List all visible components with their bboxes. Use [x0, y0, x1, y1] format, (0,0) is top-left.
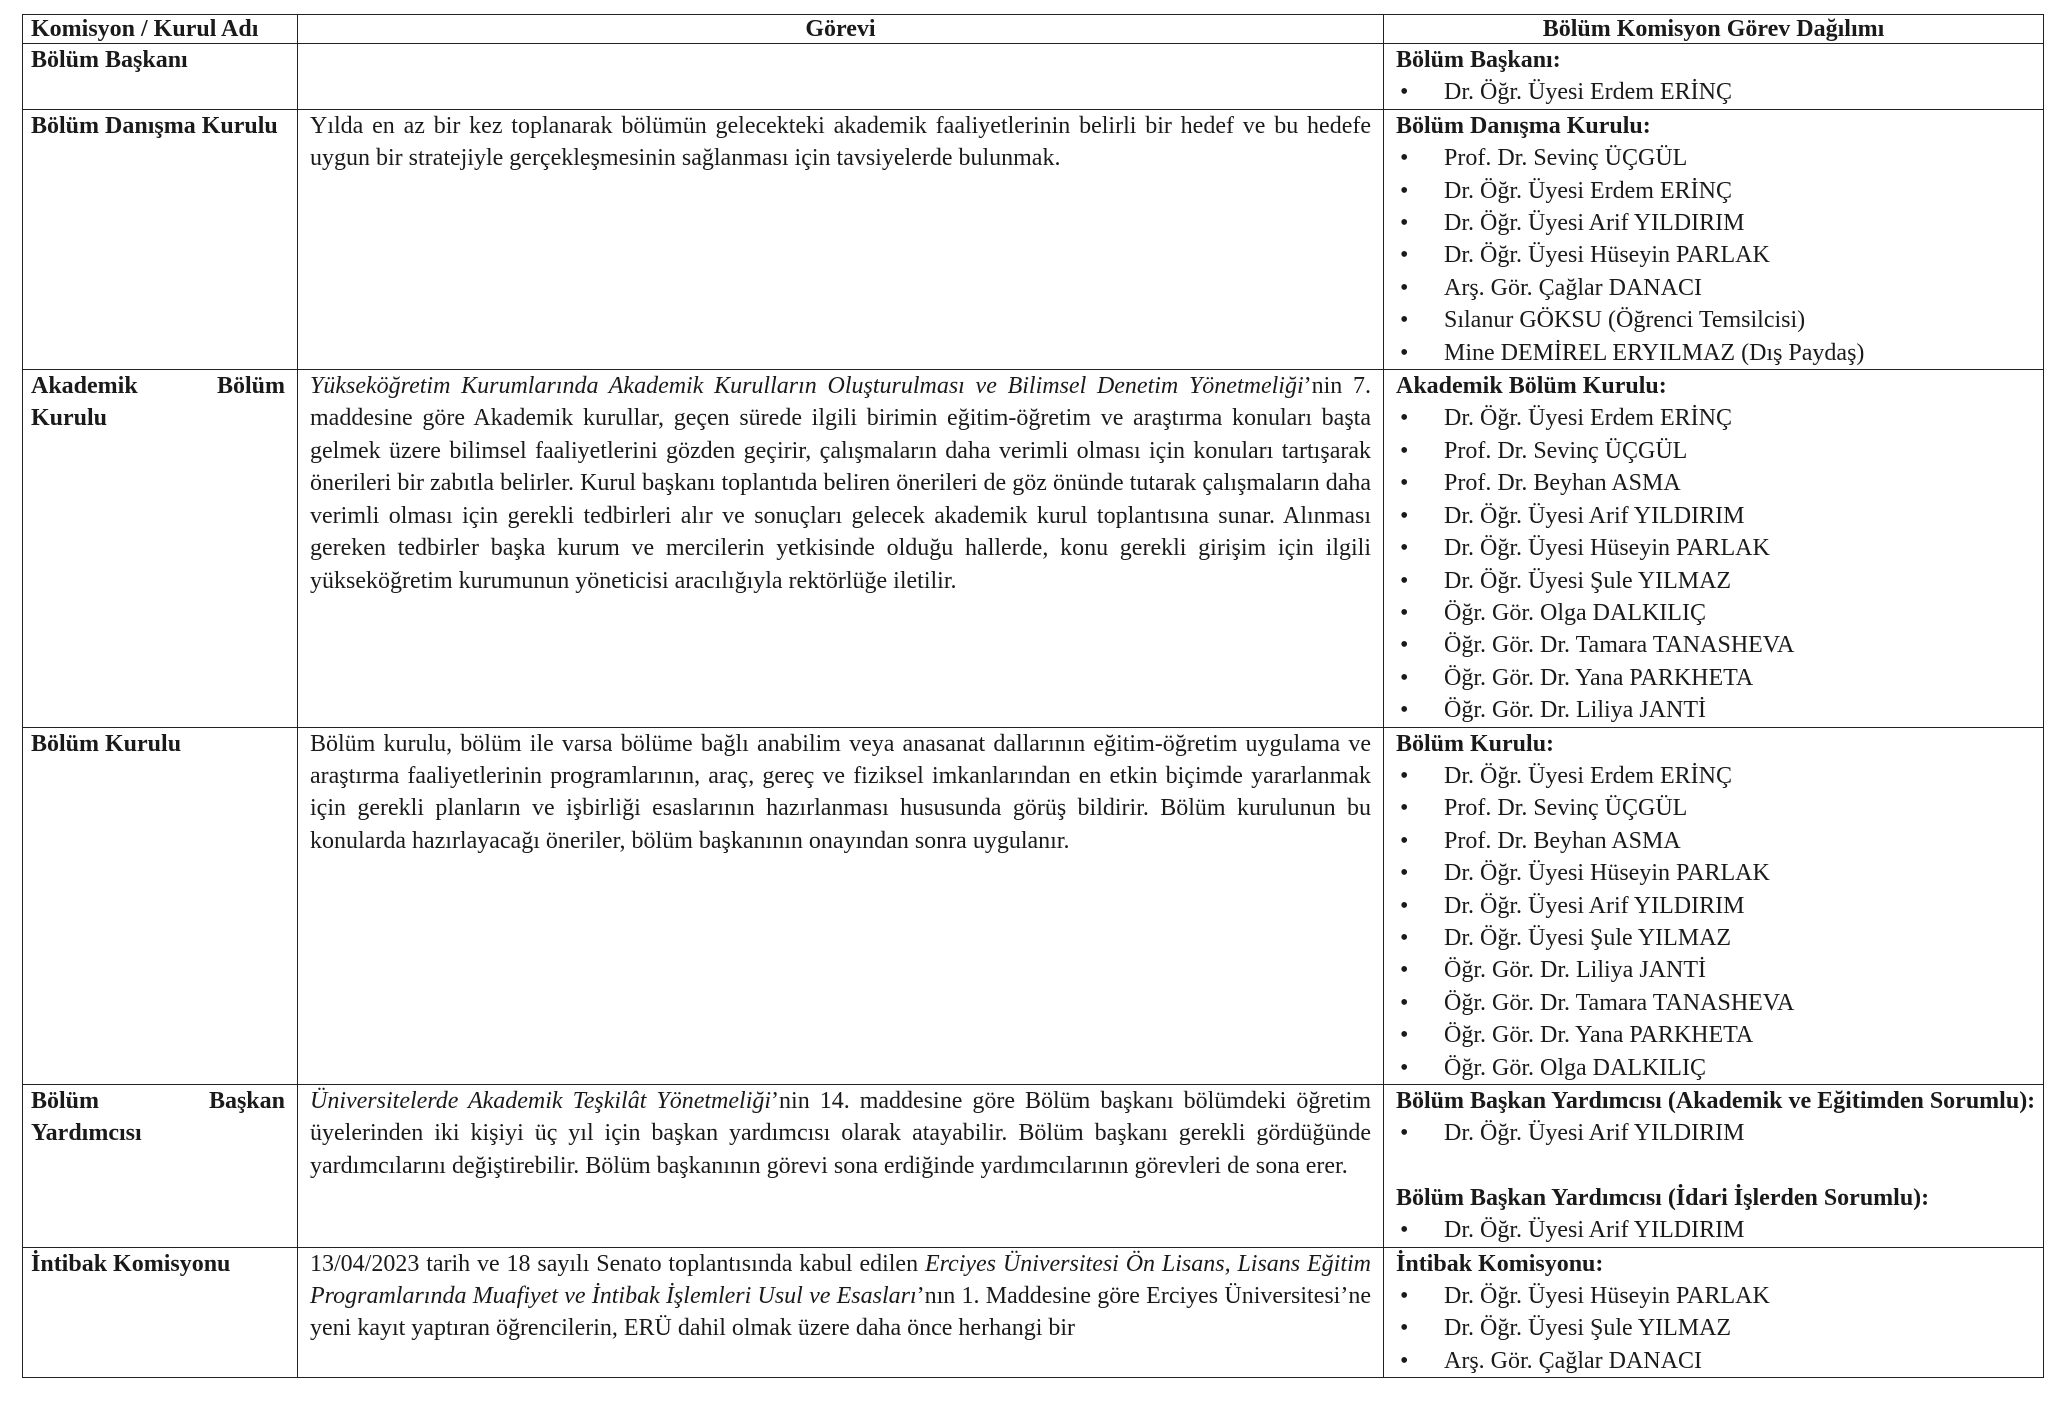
- member-item: • Dr. Öğr. Üyesi Hüseyin PARLAK: [1396, 1280, 2037, 1312]
- member-item: • Öğr. Gör. Olga DALKILIÇ: [1396, 1052, 2037, 1084]
- member-item: • Dr. Öğr. Üyesi Şule YILMAZ: [1396, 922, 2037, 954]
- members-list: [1396, 1280, 2037, 1377]
- member-item: • Prof. Dr. Sevinç ÜÇGÜL: [1396, 142, 2037, 174]
- committee-duty: [298, 1085, 1384, 1248]
- duty-text: ’nın 1. Maddesine göre Erciyes Üniversitesi’ne yeni kayıt yaptıran öğrencilerin, ERÜ dahil olmak üzere daha önce herhangi bir: [310, 1283, 1371, 1342]
- duty-text: ’nin 7. maddesine göre Akademik kurullar, geçen sürede ilgili birimin eğitim-öğretim ve araştırma konuları başta gelmek üzere bilimsel faaliyetlerini gözden geçirir, çalışmaların daha verimli olması için konuları tartışarak önerileri bir zabıtla belirler. Kurul başkanı toplantıda beliren önerileri de göz önünde tutarak çalışmaların daha verimli olması için gerekli tedbirleri alır ve sonuçları gelecek akademik kurul toplantısına sunar. Alınması gereken tedbirler başka kurum ve mercilerin yetkisinde olduğu hallerde, konu gerekli girişim için ilgili yükseköğretim kurumunun yöneticisi aracılığıyla rektörlüğe iletilir.: [310, 373, 1371, 594]
- duty-text: ’nin 14. maddesine göre Bölüm başkanı bölümdeki öğretim üyelerinden iki kişiyi üç yıl için başkan yardımcısı olarak atayabilir. Bölüm başkanı gerekli gördüğünde yardımcılarını değiştirebilir. Bölüm başkanının görevi sona erdiğinde yardımcılarının görevleri de sona erer.: [310, 1088, 1371, 1179]
- member-item: • Dr. Öğr. Üyesi Erdem ERİNÇ: [1396, 175, 2037, 207]
- member-item: • Dr. Öğr. Üyesi Arif YILDIRIM: [1396, 207, 2037, 239]
- group-spacer: [1396, 1150, 2037, 1182]
- members-list: [1396, 402, 2037, 726]
- member-item: • Dr. Öğr. Üyesi Erdem ERİNÇ: [1396, 76, 2037, 108]
- member-item: • Prof. Dr. Sevinç ÜÇGÜL: [1396, 792, 2037, 824]
- committee-duty: [298, 1247, 1384, 1378]
- member-item: • Dr. Öğr. Üyesi Şule YILMAZ: [1396, 565, 2037, 597]
- member-item: • Sılanur GÖKSU (Öğrenci Temsilcisi): [1396, 304, 2037, 336]
- header-name: Komisyon / Kurul Adı: [23, 15, 298, 44]
- header-row: [23, 15, 2044, 44]
- committee-members: [1384, 727, 2044, 1084]
- committee-duty: [298, 109, 1384, 369]
- members-group-title: Bölüm Başkan Yardımcısı (Akademik ve Eğitimden Sorumlu):: [1396, 1088, 2036, 1114]
- committee-members: [1384, 44, 2044, 110]
- committee-duty: [298, 370, 1384, 727]
- member-item: • Dr. Öğr. Üyesi Erdem ERİNÇ: [1396, 760, 2037, 792]
- table-row: [23, 727, 2044, 1084]
- member-item: • Dr. Öğr. Üyesi Arif YILDIRIM: [1396, 500, 2037, 532]
- committee-name: İntibak Komisyonu: [23, 1247, 298, 1378]
- duty-regulation-title: Üniversitelerde Akademik Teşkilât Yönetmeliği: [310, 1088, 772, 1114]
- members-group-title: Bölüm Başkanı:: [1396, 47, 1561, 73]
- member-item: • Dr. Öğr. Üyesi Erdem ERİNÇ: [1396, 402, 2037, 434]
- member-item: • Arş. Gör. Çağlar DANACI: [1396, 1345, 2037, 1377]
- duty-regulation-title: Yükseköğretim Kurumlarında Akademik Kurulların Oluşturulması ve Bilimsel Denetim Yönetmeliği: [310, 373, 1304, 400]
- member-item: • Mine DEMİREL ERYILMAZ (Dış Paydaş): [1396, 337, 2037, 369]
- committee-table: [22, 14, 2044, 1378]
- members-list: [1396, 142, 2037, 369]
- member-item: • Prof. Dr. Beyhan ASMA: [1396, 825, 2037, 857]
- member-item: • Dr. Öğr. Üyesi Hüseyin PARLAK: [1396, 532, 2037, 564]
- member-item: • Öğr. Gör. Dr. Tamara TANASHEVA: [1396, 629, 2037, 661]
- members-group-title: İntibak Komisyonu:: [1396, 1250, 1604, 1277]
- members-group-title: Bölüm Kurulu:: [1396, 730, 1555, 757]
- table-header: [23, 15, 2044, 44]
- member-item: • Dr. Öğr. Üyesi Şule YILMAZ: [1396, 1312, 2037, 1344]
- table-row: [23, 109, 2044, 369]
- committee-members: [1384, 109, 2044, 369]
- member-item: • Arş. Gör. Çağlar DANACI: [1396, 272, 2037, 304]
- member-item: • Dr. Öğr. Üyesi Arif YILDIRIM: [1396, 1117, 2037, 1149]
- committee-members: [1384, 1085, 2044, 1248]
- duty-regulation-title: Erciyes Üniversitesi Ön Lisans, Lisans Eğitim Programlarında Muafiyet ve İntibak İşlemleri Usul ve Esasları: [310, 1250, 1371, 1310]
- committee-name: Bölüm Başkanı: [23, 44, 298, 110]
- table-row: [23, 1085, 2044, 1248]
- members-list: [1396, 760, 2037, 1084]
- header-members: Bölüm Komisyon Görev Dağılımı: [1384, 15, 2044, 44]
- members-list: [1396, 1117, 2037, 1149]
- duty-text: Yılda en az bir kez toplanarak bölümün gelecekteki akademik faaliyetlerinin belirli bir hedef ve bu hedefe uygun bir stratejiyle gerçekleşmesinin sağlanması için tavsiyelerde bulunmak.: [310, 112, 1371, 172]
- member-item: • Dr. Öğr. Üyesi Arif YILDIRIM: [1396, 1214, 2037, 1246]
- members-list: [1396, 1214, 2037, 1246]
- table-row: [23, 1247, 2044, 1378]
- member-item: • Dr. Öğr. Üyesi Hüseyin PARLAK: [1396, 857, 2037, 889]
- member-item: • Prof. Dr. Sevinç ÜÇGÜL: [1396, 435, 2037, 467]
- members-group-title: Akademik Bölüm Kurulu:: [1396, 373, 1667, 400]
- table-body: [23, 44, 2044, 1378]
- member-item: • Öğr. Gör. Dr. Liliya JANTİ: [1396, 954, 2037, 986]
- committee-name: Bölüm Kurulu: [23, 727, 298, 1084]
- members-group-title: Bölüm Danışma Kurulu:: [1396, 112, 1651, 139]
- members-group-title: Bölüm Başkan Yardımcısı (İdari İşlerden Sorumlu):: [1396, 1184, 1930, 1211]
- committee-name: Akademik Bölüm Kurulu: [23, 370, 298, 727]
- member-item: • Öğr. Gör. Dr. Yana PARKHETA: [1396, 662, 2037, 694]
- committee-duty: [298, 727, 1384, 1084]
- committee-duty: [298, 44, 1384, 110]
- committee-members: [1384, 1247, 2044, 1378]
- member-item: • Dr. Öğr. Üyesi Arif YILDIRIM: [1396, 890, 2037, 922]
- member-item: • Öğr. Gör. Olga DALKILIÇ: [1396, 597, 2037, 629]
- member-item: • Dr. Öğr. Üyesi Hüseyin PARLAK: [1396, 239, 2037, 271]
- members-list: [1396, 76, 2037, 108]
- table-row: [23, 370, 2044, 727]
- table-row: [23, 44, 2044, 110]
- duty-text: 13/04/2023 tarih ve 18 sayılı Senato toplantısında kabul edilen: [310, 1250, 925, 1277]
- header-duty: Görevi: [298, 15, 1384, 44]
- member-item: • Öğr. Gör. Dr. Liliya JANTİ: [1396, 694, 2037, 726]
- member-item: • Prof. Dr. Beyhan ASMA: [1396, 467, 2037, 499]
- committee-name: Bölüm Başkan Yardımcısı: [23, 1085, 298, 1248]
- member-item: • Öğr. Gör. Dr. Yana PARKHETA: [1396, 1019, 2037, 1051]
- committee-name: Bölüm Danışma Kurulu: [23, 109, 298, 369]
- committee-members: [1384, 370, 2044, 727]
- duty-text: Bölüm kurulu, bölüm ile varsa bölüme bağlı anabilim veya anasanat dallarının eğitim-öğretim uygulama ve araştırma faaliyetlerinin programlarının, araç, gereç ve fiziksel imkanlarından en etkin biçimde yararlanmak için gerekli planların ve işbirliği esaslarının hazırlanması hususunda görüş bildirir. Bölüm kurulunun bu konularda hazırlayacağı öneriler, bölüm başkanının onayından sonra uygulanır.: [310, 730, 1371, 854]
- member-item: • Öğr. Gör. Dr. Tamara TANASHEVA: [1396, 987, 2037, 1019]
